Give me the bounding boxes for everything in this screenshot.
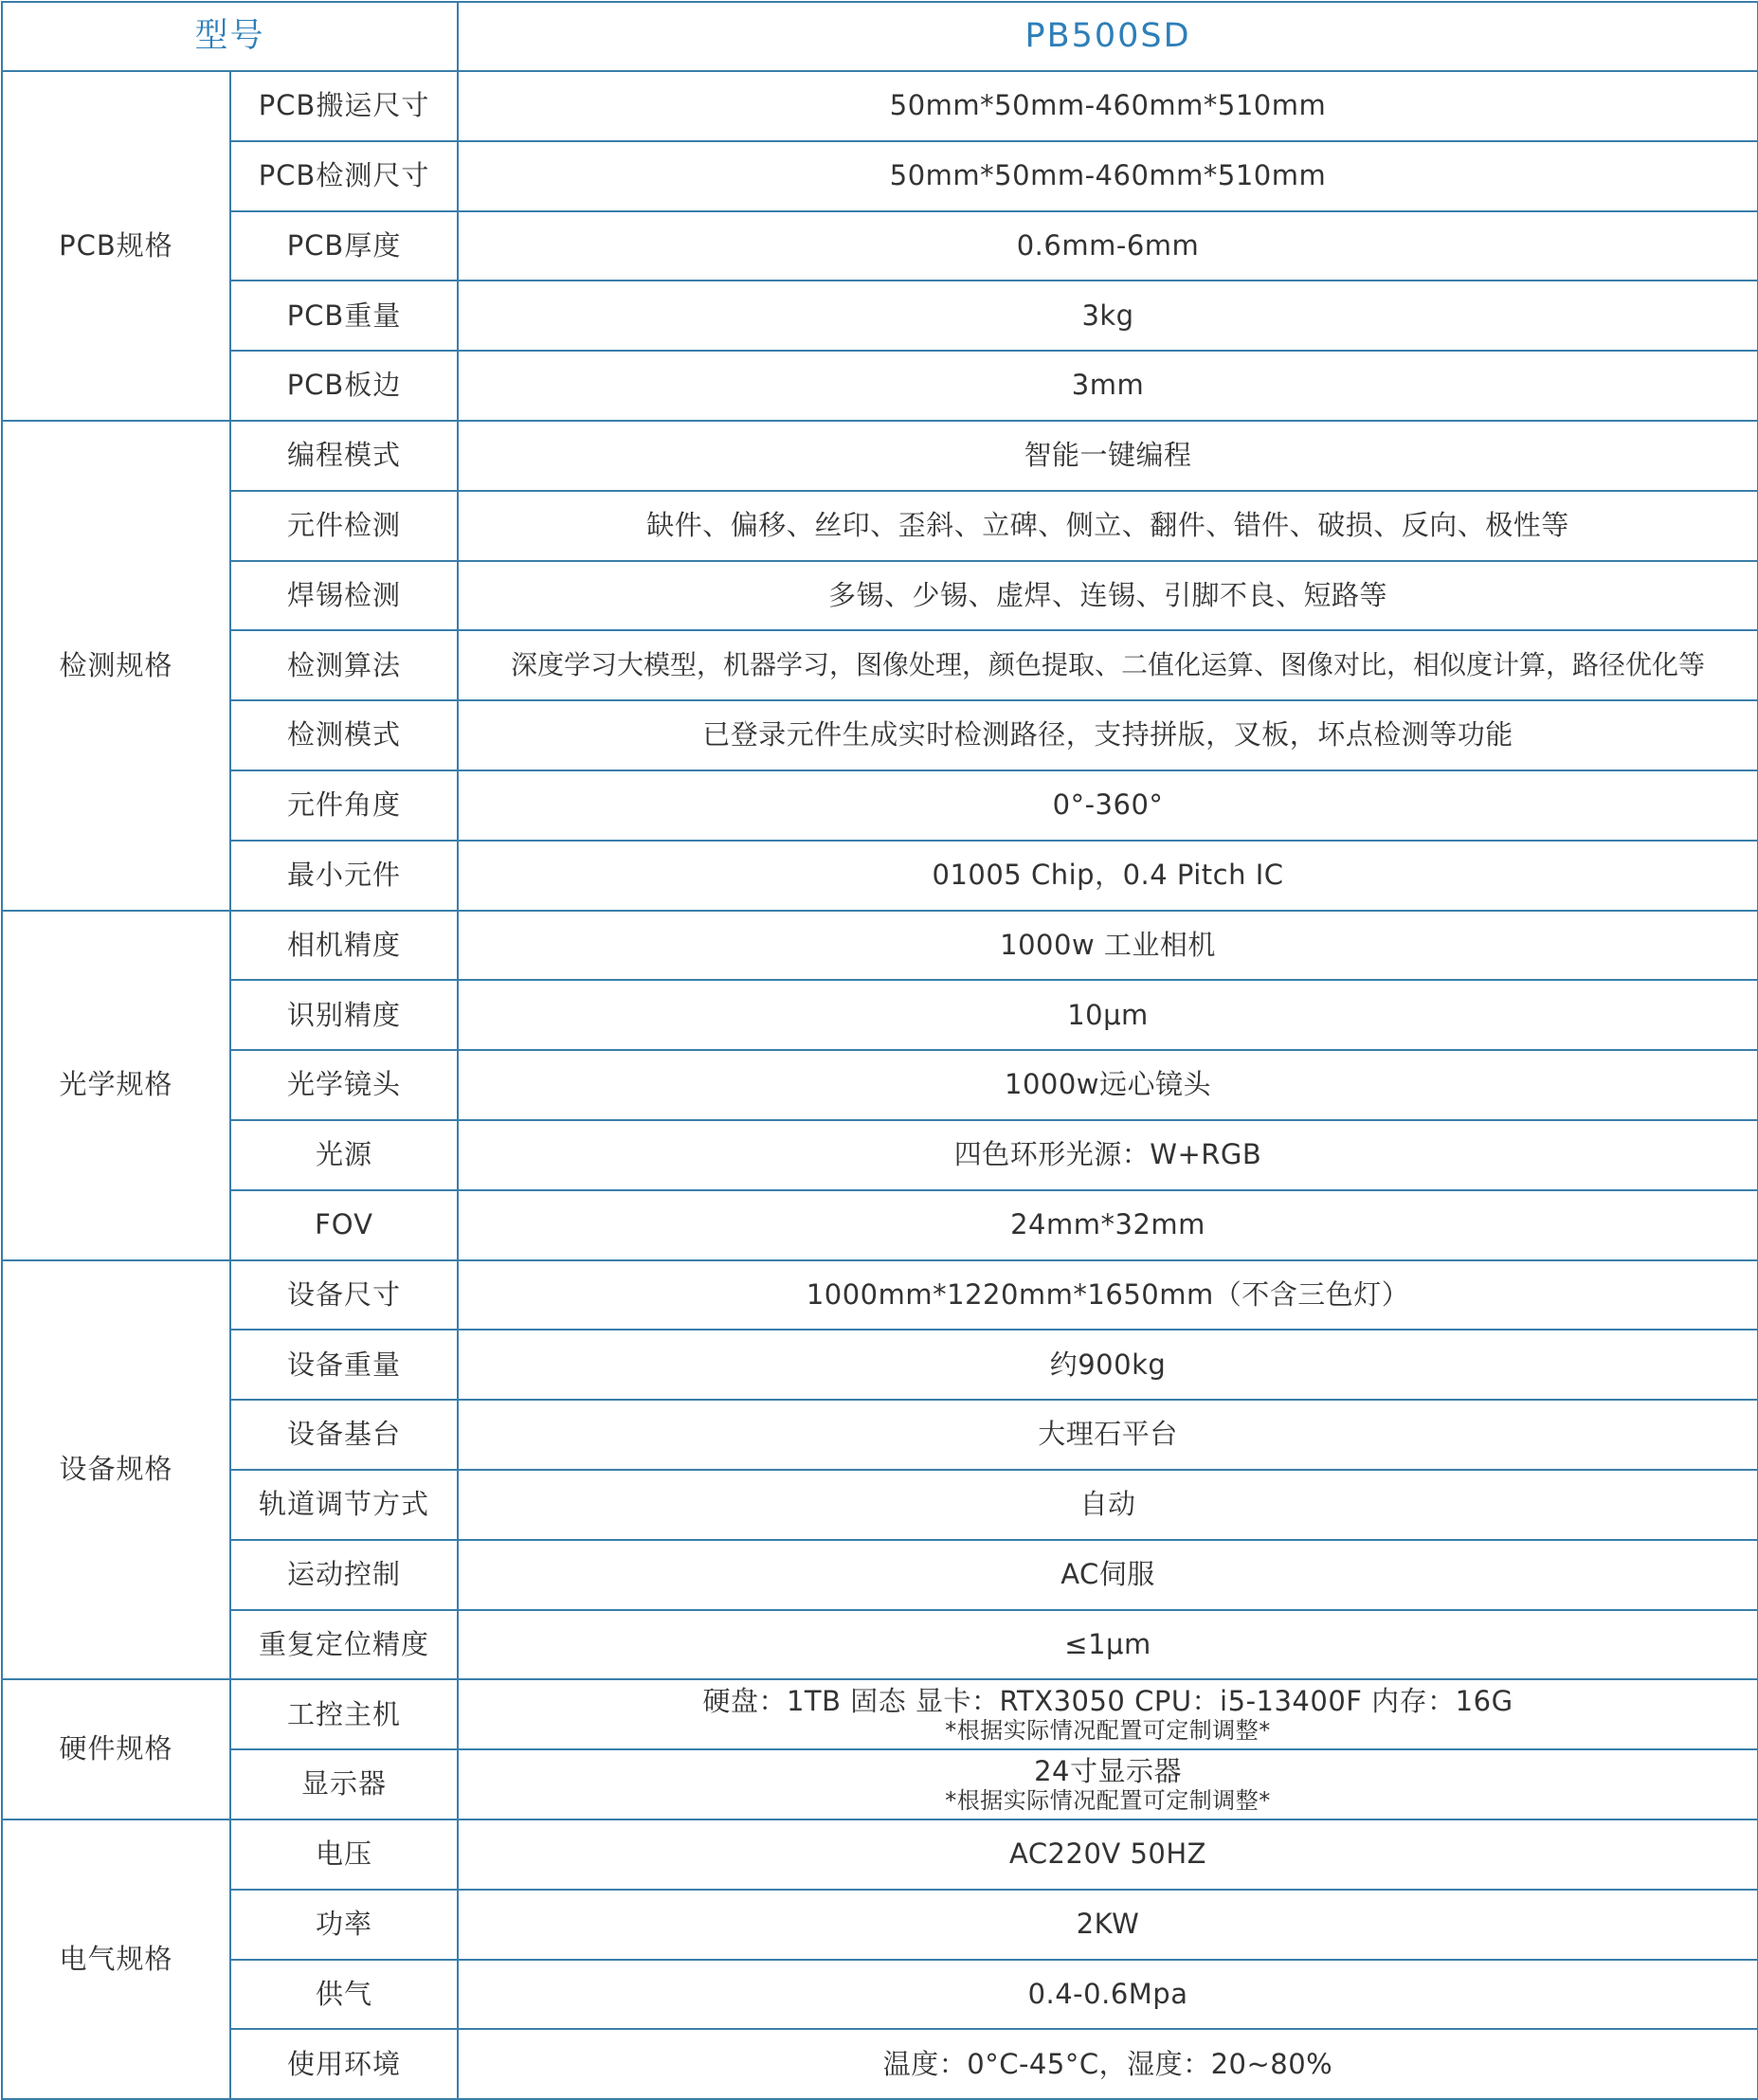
- spec-value: 缺件、偏移、丝印、歪斜、立碑、侧立、翻件、错件、破损、反向、极性等: [458, 491, 1758, 561]
- spec-value: AC伺服: [458, 1540, 1758, 1610]
- spec-label: 元件角度: [230, 770, 458, 841]
- table-row: [2, 1960, 1758, 2030]
- spec-label: 相机精度: [230, 911, 458, 981]
- table-row: [2, 1190, 1758, 1260]
- spec-value: 四色环形光源：W+RGB: [458, 1120, 1758, 1190]
- spec-value: 多锡、少锡、虚焊、连锡、引脚不良、短路等: [458, 561, 1758, 631]
- table-row: [2, 980, 1758, 1050]
- table-row: [2, 421, 1758, 491]
- table-row: [2, 700, 1758, 770]
- spec-value: 约900kg: [458, 1330, 1758, 1400]
- spec-label: 编程模式: [230, 421, 458, 491]
- spec-value: 大理石平台: [458, 1400, 1758, 1470]
- model-value: PB500SD: [458, 2, 1758, 71]
- table-row: [2, 1890, 1758, 1960]
- spec-label: 识别精度: [230, 980, 458, 1050]
- spec-value: 3kg: [458, 281, 1758, 351]
- spec-label: 电压: [230, 1819, 458, 1890]
- spec-value: 硬盘：1TB 固态 显卡：RTX3050 CPU：i5-13400F 内存：16G: [702, 1685, 1513, 1718]
- spec-value: 深度学习大模型，机器学习，图像处理，颜色提取、二值化运算、图像对比，相似度计算，路径优化等: [458, 630, 1758, 700]
- spec-label: 光源: [230, 1120, 458, 1190]
- spec-value: 3mm: [458, 351, 1758, 421]
- table-row: [2, 1610, 1758, 1680]
- model-label: 型号: [2, 2, 458, 71]
- spec-label: 重复定位精度: [230, 1610, 458, 1680]
- section-optical: 光学规格: [2, 911, 230, 1260]
- spec-value: 智能一键编程: [458, 421, 1758, 491]
- table-row: [2, 491, 1758, 561]
- spec-value: 01005 Chip，0.4 Pitch IC: [458, 841, 1758, 911]
- spec-value: 50mm*50mm-460mm*510mm: [458, 71, 1758, 141]
- spec-label: PCB检测尺寸: [230, 141, 458, 211]
- spec-label: PCB板边: [230, 351, 458, 421]
- section-pcb: PCB规格: [2, 71, 230, 421]
- spec-label: 焊锡检测: [230, 561, 458, 631]
- table-row: [2, 1330, 1758, 1400]
- spec-table: [1, 1, 1758, 2100]
- spec-value-with-note: [458, 1749, 1758, 1819]
- section-equipment: 设备规格: [2, 1260, 230, 1680]
- spec-label: PCB厚度: [230, 211, 458, 281]
- spec-label: 工控主机: [230, 1679, 458, 1749]
- spec-value: 温度：0°C-45°C，湿度：20~80%: [458, 2029, 1758, 2099]
- table-row: [2, 281, 1758, 351]
- spec-value: 24寸显示器: [1034, 1755, 1182, 1788]
- spec-label: 显示器: [230, 1749, 458, 1819]
- spec-value: 1000w远心镜头: [458, 1050, 1758, 1120]
- spec-value: 0.4-0.6Mpa: [458, 1960, 1758, 2030]
- table-row: [2, 1120, 1758, 1190]
- spec-label: 供气: [230, 1960, 458, 2030]
- spec-label: 功率: [230, 1890, 458, 1960]
- table-row: [2, 71, 1758, 141]
- spec-label: 光学镜头: [230, 1050, 458, 1120]
- spec-value: 0.6mm-6mm: [458, 211, 1758, 281]
- spec-value: 已登录元件生成实时检测路径，支持拼版，叉板，坏点检测等功能: [458, 700, 1758, 770]
- spec-value: 50mm*50mm-460mm*510mm: [458, 141, 1758, 211]
- spec-note: *根据实际情况配置可定制调整*: [945, 1786, 1271, 1814]
- spec-label: 设备尺寸: [230, 1260, 458, 1331]
- spec-value: 0°-360°: [458, 770, 1758, 841]
- table-row: [2, 1050, 1758, 1120]
- spec-label: 检测模式: [230, 700, 458, 770]
- spec-value: 1000mm*1220mm*1650mm（不含三色灯）: [458, 1260, 1758, 1331]
- table-row: [2, 1749, 1758, 1819]
- spec-value: AC220V 50HZ: [458, 1819, 1758, 1890]
- table-row: [2, 1679, 1758, 1749]
- table-row: [2, 1470, 1758, 1540]
- table-row: [2, 911, 1758, 981]
- header-row: [2, 2, 1758, 71]
- spec-value: ≤1μm: [458, 1610, 1758, 1680]
- spec-value: 自动: [458, 1470, 1758, 1540]
- table-row: [2, 1819, 1758, 1890]
- spec-label: PCB重量: [230, 281, 458, 351]
- spec-label: PCB搬运尺寸: [230, 71, 458, 141]
- table-row: [2, 2029, 1758, 2099]
- spec-value-with-note: [458, 1679, 1758, 1749]
- spec-label: 使用环境: [230, 2029, 458, 2099]
- table-row: [2, 770, 1758, 841]
- spec-label: 元件检测: [230, 491, 458, 561]
- spec-value: 1000w 工业相机: [458, 911, 1758, 981]
- table-row: [2, 351, 1758, 421]
- table-row: [2, 630, 1758, 700]
- spec-label: 运动控制: [230, 1540, 458, 1610]
- spec-note: *根据实际情况配置可定制调整*: [945, 1716, 1271, 1744]
- section-inspection: 检测规格: [2, 421, 230, 911]
- spec-label: 设备重量: [230, 1330, 458, 1400]
- spec-label: FOV: [230, 1190, 458, 1260]
- table-row: [2, 211, 1758, 281]
- table-row: [2, 1400, 1758, 1470]
- spec-label: 检测算法: [230, 630, 458, 700]
- spec-value: 10μm: [458, 980, 1758, 1050]
- section-hardware: 硬件规格: [2, 1679, 230, 1819]
- table-row: [2, 1260, 1758, 1331]
- table-row: [2, 561, 1758, 631]
- section-electrical: 电气规格: [2, 1819, 230, 2099]
- spec-value: 2KW: [458, 1890, 1758, 1960]
- spec-label: 设备基台: [230, 1400, 458, 1470]
- table-row: [2, 1540, 1758, 1610]
- spec-label: 轨道调节方式: [230, 1470, 458, 1540]
- spec-value: 24mm*32mm: [458, 1190, 1758, 1260]
- spec-label: 最小元件: [230, 841, 458, 911]
- table-row: [2, 841, 1758, 911]
- table-row: [2, 141, 1758, 211]
